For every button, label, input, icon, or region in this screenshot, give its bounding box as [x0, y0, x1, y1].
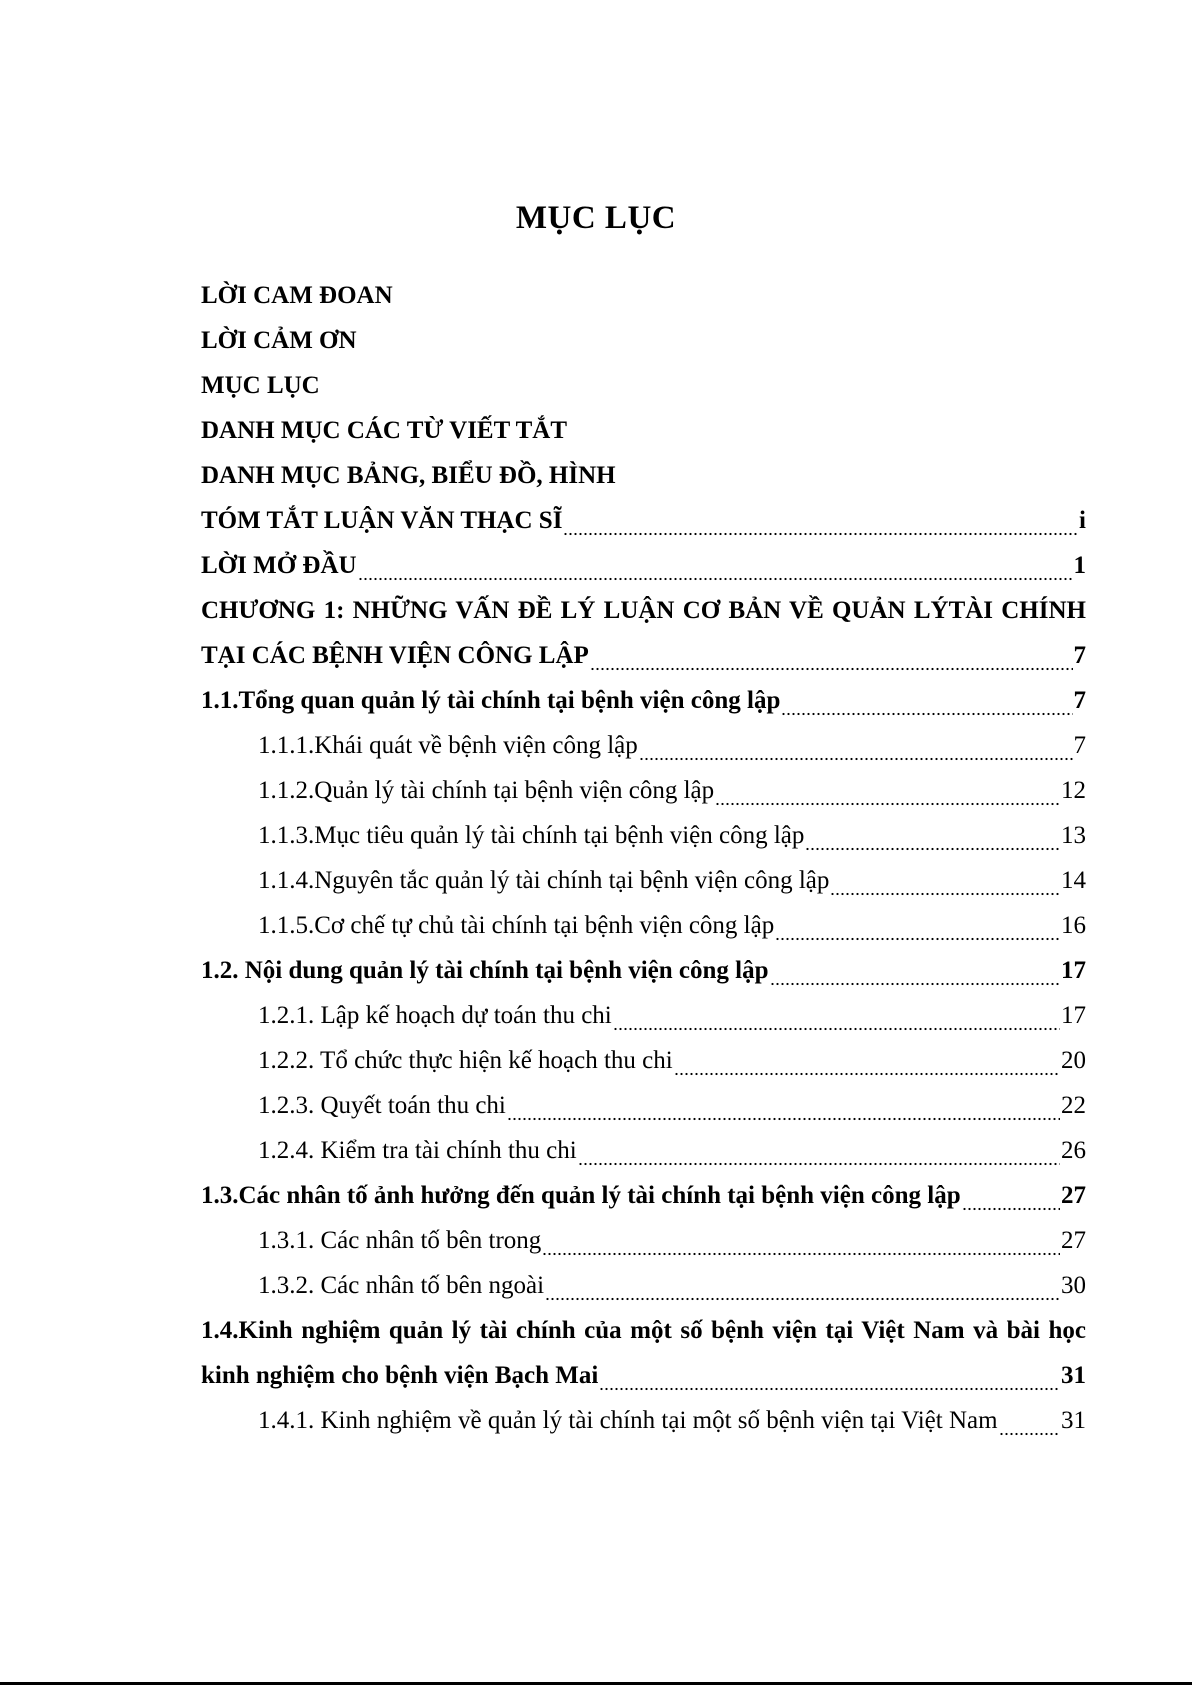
toc-entry-text: DANH MỤC CÁC TỪ VIẾT TẮT: [201, 417, 568, 444]
toc-entry-danh-muc-tu-viet-tat: [201, 408, 1086, 453]
toc-entry-1-4-line-2: [201, 1353, 1086, 1398]
toc-entry-text: 1.3.2. Các nhân tố bên ngoài: [258, 1272, 545, 1299]
toc-entry-1-1-4: [201, 858, 1086, 903]
dot-leader: [590, 633, 1073, 678]
dot-leader: [599, 1353, 1060, 1398]
dot-leader: [674, 1038, 1060, 1083]
toc-entry-danh-muc-bang-bieu-do-hinh: [201, 453, 1086, 498]
dot-leader: [999, 1398, 1060, 1443]
toc-entry-text: 1.1.1.Khái quát về bệnh viện công lập: [258, 732, 638, 759]
toc-entry-text: LỜI CẢM ƠN: [201, 327, 357, 354]
dot-leader: [775, 903, 1060, 948]
toc-entry-1-2-2: [201, 1038, 1086, 1083]
toc-entry-1-2: [201, 948, 1086, 993]
toc-entry-text: 1.2.4. Kiểm tra tài chính thu chi: [258, 1137, 577, 1164]
toc-entry-text: kinh nghiệm cho bệnh viện Bạch Mai: [201, 1362, 599, 1389]
toc-entry-1-2-3: [201, 1083, 1086, 1128]
toc-page-number: 16: [1061, 912, 1086, 939]
dot-leader: [358, 543, 1073, 588]
toc-entry-text: 1.1.4.Nguyên tắc quản lý tài chính tại bệnh viện công lập: [258, 867, 830, 894]
toc-entry-1-3-2: [201, 1263, 1086, 1308]
toc-entry-loi-mo-dau: [201, 543, 1086, 588]
toc-page-number: 17: [1061, 957, 1086, 984]
dot-leader: [715, 768, 1060, 813]
toc-page-number: 20: [1061, 1047, 1086, 1074]
toc-entry-1-1-5: [201, 903, 1086, 948]
dot-leader: [542, 1218, 1060, 1263]
dot-leader: [830, 858, 1060, 903]
toc-entry-text: 1.2.1. Lập kế hoạch dự toán thu chi: [258, 1002, 612, 1029]
dot-leader: [563, 498, 1078, 543]
toc-page-number: 12: [1061, 777, 1086, 804]
dot-leader: [962, 1173, 1060, 1218]
toc-entry-1-4-line-1: [201, 1308, 1086, 1353]
toc-entry-text: 1.1.5.Cơ chế tự chủ tài chính tại bệnh viện công lập: [258, 912, 775, 939]
dot-leader: [578, 1128, 1060, 1173]
dot-leader: [781, 678, 1072, 723]
toc-page-number: i: [1079, 507, 1086, 534]
toc-entry-1-3: [201, 1173, 1086, 1218]
toc-entry-text: LỜI MỞ ĐẦU: [201, 552, 357, 579]
toc-entry-text: 1.1.Tổng quan quản lý tài chính tại bệnh viện công lập: [201, 687, 781, 714]
page-title: MỤC LỤC: [515, 200, 677, 236]
toc-entry-1-1-2: [201, 768, 1086, 813]
toc-page-number: 31: [1061, 1407, 1086, 1434]
toc-entry-loi-cam-doan: [201, 273, 1086, 318]
toc-entry-text: 1.2.2. Tổ chức thực hiện kế hoạch thu chi: [258, 1047, 673, 1074]
toc-entry-text: 1.1.3.Mục tiêu quản lý tài chính tại bệnh viện công lập: [258, 822, 805, 849]
toc-page-number: 27: [1061, 1227, 1086, 1254]
toc-entry-1-2-4: [201, 1128, 1086, 1173]
toc-page-number: 14: [1061, 867, 1086, 894]
toc-entry-1-3-1: [201, 1218, 1086, 1263]
toc-page-number: 7: [1073, 732, 1086, 759]
dot-leader: [805, 813, 1060, 858]
dot-leader: [639, 723, 1073, 768]
toc-entry-text: 1.3.1. Các nhân tố bên trong: [258, 1227, 542, 1254]
toc-entry-1-1-3: [201, 813, 1086, 858]
toc-page-number: 7: [1073, 687, 1086, 714]
toc-page-number: 22: [1061, 1092, 1086, 1119]
toc-page-number: 13: [1061, 822, 1086, 849]
toc-page-number: 27: [1061, 1182, 1086, 1209]
toc-entry-loi-cam-on: [201, 318, 1086, 363]
toc-entry-text: 1.2.3. Quyết toán thu chi: [258, 1092, 506, 1119]
toc-entry-1-1: [201, 678, 1086, 723]
toc-entry-text: TẠI CÁC BỆNH VIỆN CÔNG LẬP: [201, 642, 589, 669]
toc-entry-text: 1.4.1. Kinh nghiệm về quản lý tài chính tại một số bệnh viện tại Việt Nam: [258, 1407, 998, 1434]
toc-entry-text: 1.3.Các nhân tố ảnh hưởng đến quản lý tài chính tại bệnh viện công lập: [201, 1182, 961, 1209]
toc-entry-1-4-1: [201, 1398, 1086, 1443]
dot-leader: [770, 948, 1060, 993]
toc-page-number: 1: [1073, 552, 1086, 579]
toc-entry-1-1-1: [201, 723, 1086, 768]
toc-entry-text: DANH MỤC BẢNG, BIỂU ĐỒ, HÌNH: [201, 462, 616, 489]
toc-entry-tom-tat: [201, 498, 1086, 543]
toc-page-number: 26: [1061, 1137, 1086, 1164]
toc-page-number: 30: [1061, 1272, 1086, 1299]
toc-entry-text: CHƯƠNG 1: NHỮNG VẤN ĐỀ LÝ LUẬN CƠ BẢN VỀ QUẢN LÝTÀI CHÍNH: [201, 597, 1086, 624]
toc-entry-1-2-1: [201, 993, 1086, 1038]
toc-entry-text: LỜI CAM ĐOAN: [201, 282, 393, 309]
table-of-contents: [201, 273, 1086, 1443]
toc-entry-text: 1.4.Kinh nghiệm quản lý tài chính của một số bệnh viện tại Việt Nam và bài học: [201, 1317, 1086, 1344]
toc-page-number: 17: [1061, 1002, 1086, 1029]
toc-page-number: 7: [1073, 642, 1086, 669]
toc-entry-chuong-1-line-2: [201, 633, 1086, 678]
dot-leader: [613, 993, 1060, 1038]
toc-entry-text: TÓM TẮT LUẬN VĂN THẠC SĨ: [201, 507, 563, 534]
toc-entry-text: MỤC LỤC: [201, 372, 320, 399]
toc-entry-text: 1.1.2.Quản lý tài chính tại bệnh viện công lập: [258, 777, 715, 804]
toc-entry-text: 1.2. Nội dung quản lý tài chính tại bệnh viện công lập: [201, 957, 769, 984]
dot-leader: [507, 1083, 1060, 1128]
toc-entry-chuong-1-line-1: [201, 588, 1086, 633]
dot-leader: [545, 1263, 1060, 1308]
toc-entry-muc-luc: [201, 363, 1086, 408]
toc-page-number: 31: [1061, 1362, 1086, 1389]
